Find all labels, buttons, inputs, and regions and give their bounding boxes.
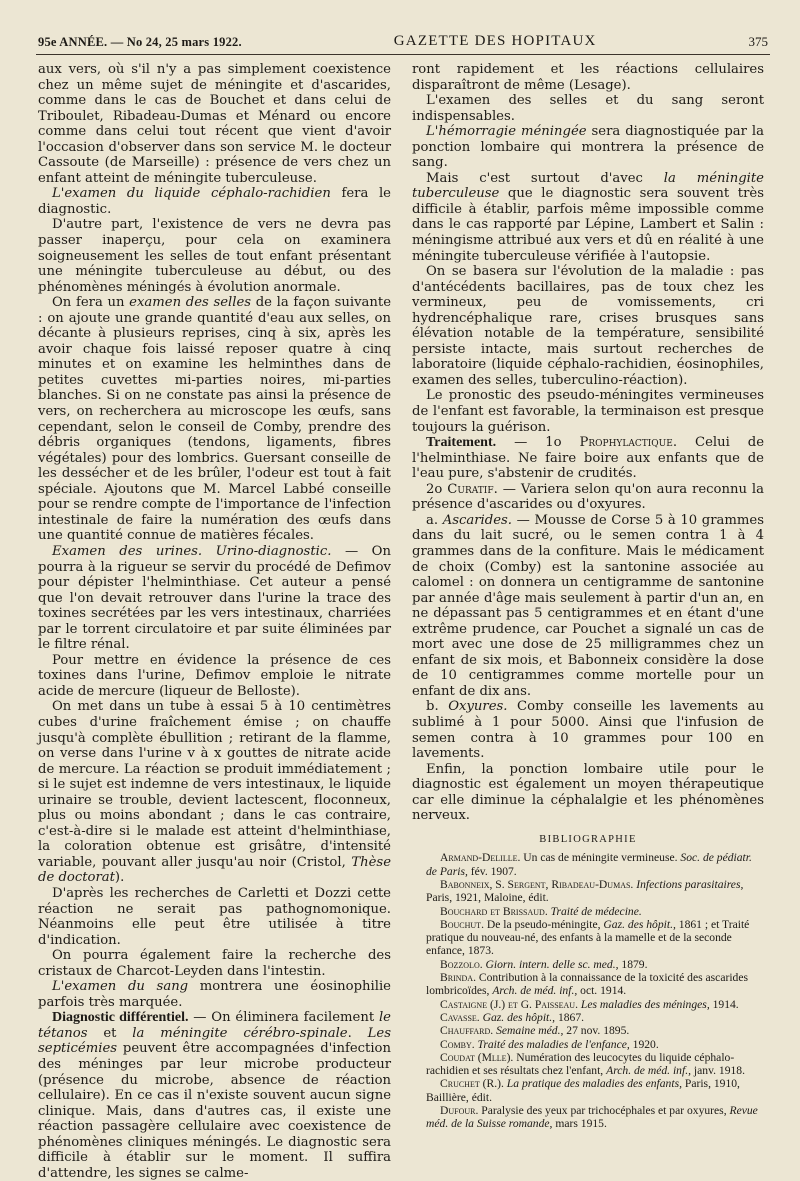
- bibliography-entry: Bouchard et Brissaud. Traité de médecine.: [440, 904, 642, 918]
- paragraph: D'après les recherches de Carletti et Dozzi cette réaction ne serait pas pathognomonique. Néanmoins elle peut être utilisée à titre d'indication.: [38, 885, 391, 948]
- paragraph: D'autre part, l'existence de vers ne devra pas passer inaperçu, pour cela on examinera soigneusement les selles de tout enfant présentant une méningite tuberculeuse au début, ou des phénomènes méningés à évolution anormale.: [38, 217, 391, 295]
- paragraph: On met dans un tube à essai 5 à 10 centimètres cubes d'urine fraîchement émise ; on chauffe jusqu'à complète ébullition ; retirant de la flamme, on verse dans l'urine v à x gouttes de nitrate acide de mercure. La réaction se produit immédiatement ; si le sujet est indemne de vers intestinaux, le liquide urinaire se trouble, devient lactescent, floconneux, plus ou moins abondant ; dans le cas contraire, c'est-à-dire si le malade est atteint d'helminthiase, la coloration obtenue est grisâtre, d'intensité variable, pouvant aller jusqu'au noir (Cristol, Thèse de doctorat).: [38, 699, 391, 886]
- bibliography-author: Armand-Delille.: [440, 851, 521, 865]
- bibliography-author: Cruchet (R.).: [440, 1077, 504, 1091]
- bibliography-author: Castaigne (J.) et G. Paisseau.: [440, 997, 578, 1011]
- paragraph: b. Oxyures. Comby conseille les lavements au sublimé à 1 pour 5000. Ainsi que l'infusion de semen contra à 10 grammes pour 100 en lavements.: [412, 699, 764, 762]
- paragraph: On fera un examen des selles de la façon suivante : on ajoute une grande quantité d'eau aux selles, on décante à plusieurs reprises, cinq à six, après les avoir chaque fois laissé reposer quatre à cinq minutes et on examine les helminthes dans de petites cuvettes mi-parties noires, mi-parties blanches. Si on ne constate pas ainsi la présence de vers, on recherchera au microscope les œufs, sans cependant, selon le conseil de Comby, prendre des débris organiques (tendons, ligaments, fibres végétales) pour des lombrics. Guersant conseille de les dessécher et de les brûler, l'odeur est tout à fait spéciale. Ajoutons que M. Marcel Labbé conseille pour se rendre compte de l'importance de l'infection intestinale de faire la numération des œufs dans une quantité connue de matières fécales.: [38, 295, 392, 544]
- bibliography-entry: Babonneix, S. Sergent, Ribadeau-Dumas. Infections parasitaires, Paris, 1921, Maloine, édit.: [426, 877, 744, 905]
- paragraph: L'hémorragie méningée sera diagnostiquée par la ponction lombaire qui montrera la présence de sang.: [412, 124, 764, 171]
- bibliography-author: Cavasse.: [440, 1010, 480, 1024]
- bibliography-author: Babonneix, S. Sergent, Ribadeau-Dumas.: [440, 877, 634, 891]
- paragraph: On se basera sur l'évolution de la maladie : pas d'antécédents bacillaires, pas de toux chez les vermineux, peu de vomissements, cri hydrencéphalique rare, crises brusques sans élévation notable de la température, sensibilité persiste intacte, mais surtout recherches de laboratoire (liquide céphalo-rachidien, éosinophiles, examen des selles, tuberculino-réaction).: [412, 264, 764, 388]
- bibliography-author: Coudat (Mlle).: [440, 1050, 514, 1064]
- bibliography-entry: Bouchut. De la pseudo-méningite, Gaz. des hôpit., 1861 ; et Traité pratique du nouveau-né, des enfants à la mamelle et de la seconde enfance, 1873.: [426, 917, 750, 958]
- paragraph: ront rapidement et les réactions cellulaires disparaîtront de même (Lesage).: [412, 62, 764, 93]
- paragraph: L'examen des selles et du sang seront indispensables.: [412, 93, 764, 124]
- header-rule: [36, 54, 770, 55]
- bibliography-author: Comby.: [440, 1037, 475, 1051]
- bibliography-author: Bozzolo.: [440, 957, 483, 971]
- section-diagnostic: Diagnostic différentiel. — On éliminera facilement le tétanos et la méningite cérébro-spinale. Les septicémies peuvent être accompagnées d'infection des méninges par leur microbe producteur (présence du microbe, absence de réaction cellulaire). En ce cas il n'existe souvent aucun signe clinique. Mais, dans d'autres cas, il existe une réaction passagère cellulaire avec coexistence de phénomènes cliniques méningés. Le diagnostic sera difficile à établir sur le moment. Il suffira d'attendre, les signes se calme-: [38, 1010, 391, 1181]
- bibliography-entry: Chauffard. Semaine méd., 27 nov. 1895.: [440, 1024, 630, 1038]
- journal-title: GAZETTE DES HOPITAUX: [393, 33, 597, 49]
- right-column: [412, 62, 764, 1137]
- paragraph: aux vers, où s'il n'y a pas simplement coexistence chez un même sujet de méningite et d'ascarides, comme dans le cas de Bouchet et dans celui de Triboulet, Ribadeau-Dumas et Ménard ou encore comme dans celui tout récent que vient d'avoir l'occasion d'observer dans son service M. le docteur Cassoute (de Marseille) : présence de vers chez un enfant atteint de méningite tuberculeuse.: [38, 62, 391, 186]
- issue-info: 95e ANNÉE. — No 24, 25 mars 1922.: [38, 35, 242, 49]
- bibliography-entry: Bozzolo. Giorn. intern. delle sc. med., 1879.: [440, 957, 648, 971]
- bibliography-author: Brinda.: [440, 971, 476, 985]
- bibliography-entry: Cruchet (R.). La pratique des maladies des enfants, Paris, 1910, Baillière, édit.: [426, 1077, 740, 1104]
- page-header: [38, 26, 768, 50]
- bibliography-entry: Brinda. Contribution à la connaissance de la toxicité des ascarides lombricoïdes, Arch. de méd. inf., oct. 1914.: [426, 971, 749, 998]
- paragraph: Enfin, la ponction lombaire utile pour le diagnostic est également un moyen thérapeutique car elle diminue la céphalalgie et les phénomènes nerveux.: [412, 761, 764, 824]
- section-traitement: Traitement. — 1o Prophylactique. Celui de l'helminthiase. Ne faire boire aux enfants que de l'eau pure, s'abstenir de crudités.: [412, 435, 764, 482]
- paragraph: Examen des urines. Urino-diagnostic. — On pourra à la rigueur se servir du procédé de Defimov pour dépister l'helminthiase. Cet auteur a pensé que l'on devait retrouver dans l'urine la trace des toxines secrétées par les vers intestinaux, charriées par le torrent circulatoire et par suite éliminées par le filtre rénal.: [38, 543, 391, 653]
- bibliography-author: Dufour.: [440, 1103, 479, 1117]
- paragraph: On pourra également faire la recherche des cristaux de Charcot-Leyden dans l'intestin.: [38, 948, 391, 979]
- bibliography-entry: Comby. Traité des maladies de l'enfance, 1920.: [440, 1037, 659, 1051]
- bibliography-entry: Cavasse. Gaz. des hôpit., 1867.: [440, 1010, 585, 1024]
- page-number: 375: [748, 34, 768, 49]
- bibliography-list: [412, 851, 764, 1130]
- paragraph: 2o Curatif. — Variera selon qu'on aura reconnu la présence d'ascarides ou d'oxyures.: [412, 481, 765, 513]
- bibliography-entry: Castaigne (J.) et G. Paisseau. Les maladies des méninges, 1914.: [440, 997, 739, 1011]
- paragraph: L'examen du liquide céphalo-rachidien fera le diagnostic.: [38, 186, 391, 217]
- bibliography-author: Bouchut.: [440, 917, 484, 931]
- paragraph: Mais c'est surtout d'avec la méningite tuberculeuse que le diagnostic sera souvent très difficile à établir, parfois même impossible comme dans le cas rapporté par Lépine, Lambert et Salin : méningisme attribué aux vers et dû en réalité à une méningite tuberculeuse vérifiée à l'autopsie.: [412, 170, 764, 264]
- bibliography-title: BIBLIOGRAPHIE: [539, 833, 637, 845]
- paragraph: Pour mettre en évidence la présence de ces toxines dans l'urine, Defimov emploie le nitrate acide de mercure (liqueur de Belloste).: [38, 652, 391, 699]
- paragraph: a. Ascarides. — Mousse de Corse 5 à 10 grammes dans du lait sucré, ou le semen contra 1 à 4 grammes dans de la confiture. Mais le médicament de choix (Comby) est la santonine associée au calomel : on donnera un centigramme de santonine par année d'âge mais seulement à partir d'un an, en ne dépassant pas 5 centigrammes et en étant d'une extrême prudence, car Pouchet a signalé un cas de mort avec une dose de 25 milligrammes chez un enfant de six mois, et Babonneix considère la dose de 10 centigrammes comme mortelle pour un enfant de dix ans.: [412, 512, 764, 699]
- bibliography-entry: Dufour. Paralysie des yeux par trichocéphales et par oxyures, Revue méd. de la Suisse romande, mars 1915.: [426, 1103, 758, 1131]
- paragraph: L'examen du sang montrera une éosinophilie parfois très marquée.: [38, 979, 391, 1010]
- paragraph: Le pronostic des pseudo-méningites vermineuses de l'enfant est favorable, la terminaison est presque toujours la guérison.: [412, 388, 764, 435]
- bibliography-entry: Armand-Delille. Un cas de méningite vermineuse. Soc. de pédiatr. de Paris, fév. 1907.: [426, 851, 752, 878]
- bibliography-author: Chauffard.: [440, 1024, 494, 1038]
- bibliography-author: Bouchard et Brissaud.: [440, 904, 548, 918]
- left-column: [38, 62, 392, 1181]
- bibliography-entry: Coudat (Mlle). Numération des leucocytes du liquide céphalo-rachidien et ses résultats chez l'enfant, Arch. de méd. inf., janv. 1918.: [426, 1050, 746, 1078]
